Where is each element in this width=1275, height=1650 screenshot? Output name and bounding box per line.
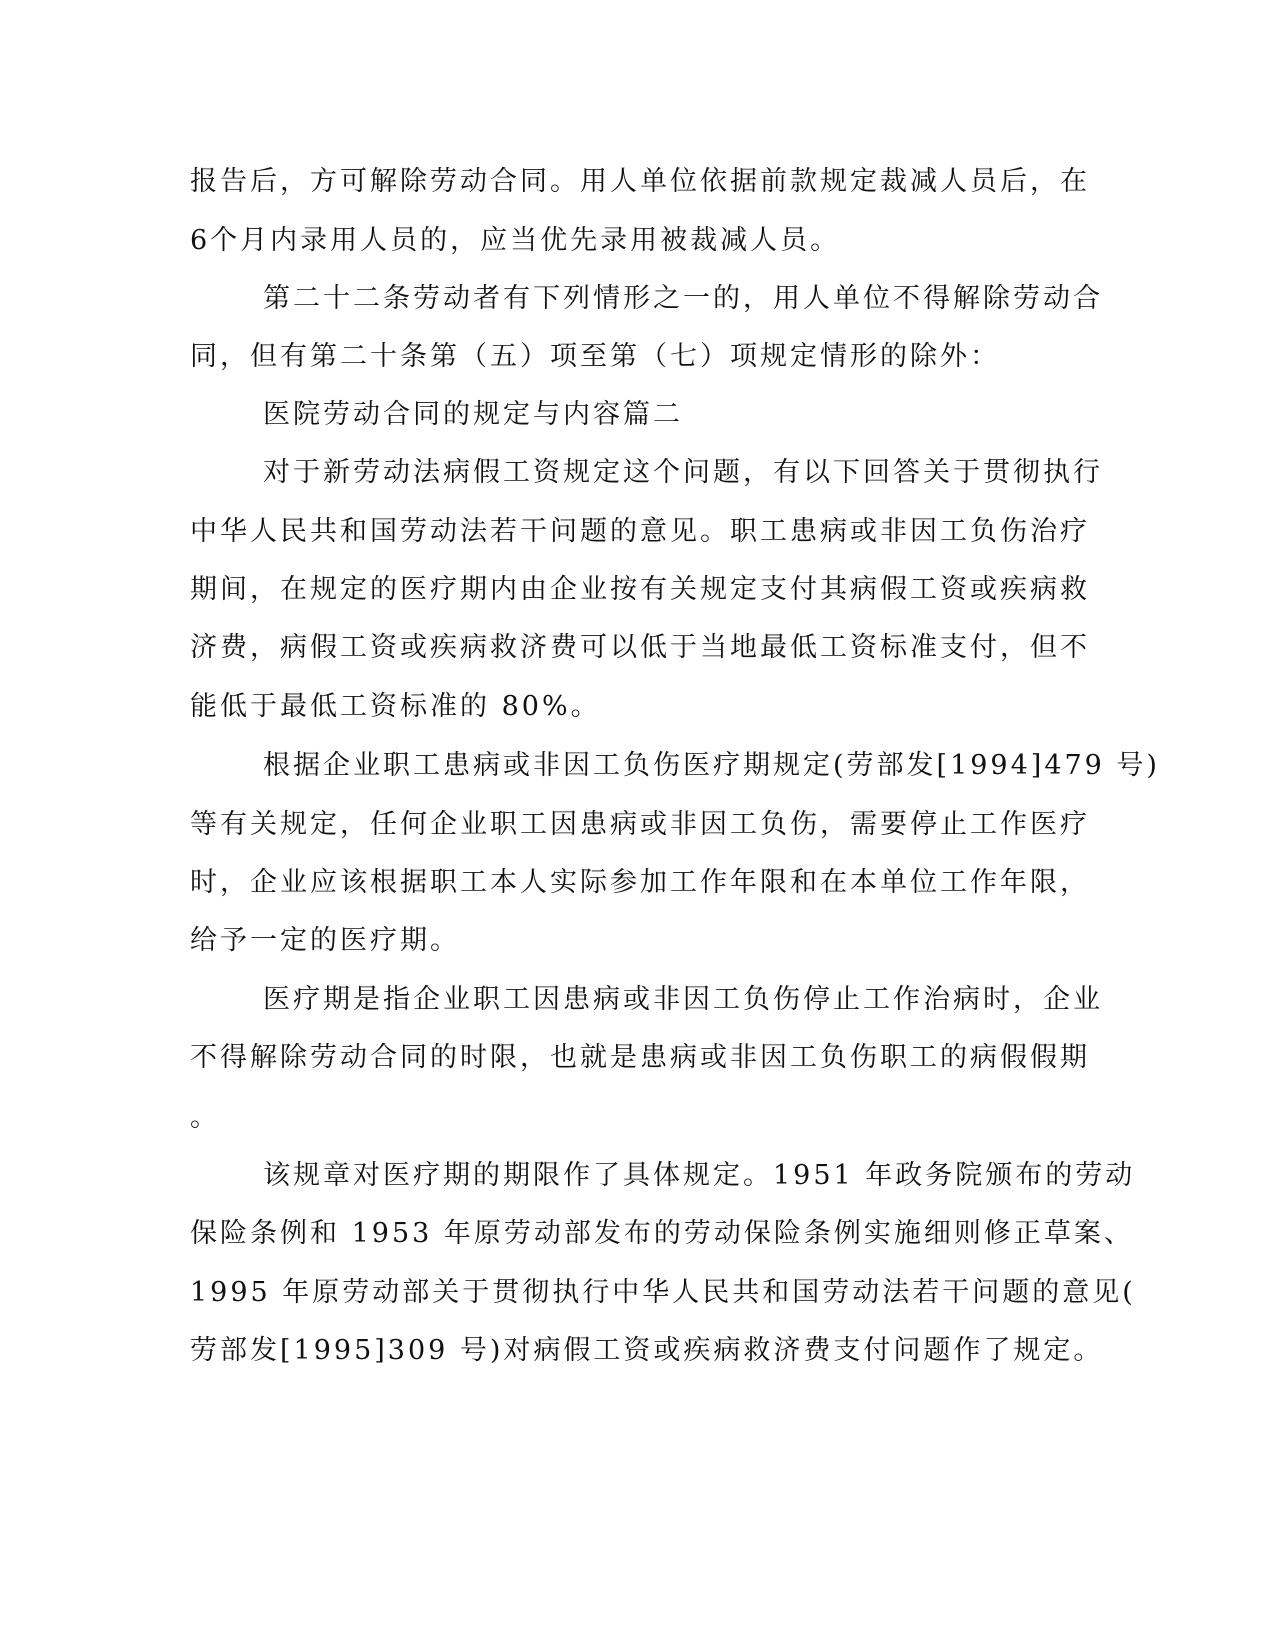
text-line: 报告后，方可解除劳动合同。用人单位依据前款规定裁减人员后，在 — [190, 166, 1090, 197]
section-heading: 医院劳动合同的规定与内容篇二 — [263, 399, 683, 430]
text-line: 等有关规定，任何企业职工因患病或非因工负伤，需要停止工作医疗 — [190, 809, 1090, 840]
paragraph-line: 该规章对医疗期的期限作了具体规定。1951 年政务院颁布的劳动 — [263, 1160, 1136, 1191]
text-line: 。 — [190, 1102, 220, 1133]
text-line: 时，企业应该根据职工本人实际参加工作年限和在本单位工作年限， — [190, 867, 1090, 898]
text-line: 保险条例和 1953 年原劳动部发布的劳动保险条例实施细则修正草案、 — [190, 1218, 1134, 1249]
text-line: 6个月内录用人员的，应当优先录用被裁减人员。 — [190, 225, 841, 256]
text-line: 1995 年原劳动部关于贯彻执行中华人民共和国劳动法若干问题的意见( — [190, 1277, 1136, 1308]
text-line: 济费，病假工资或疾病救济费可以低于当地最低工资标准支付，但不 — [190, 632, 1090, 663]
text-line: 不得解除劳动合同的时限，也就是患病或非因工负伤职工的病假假期 — [190, 1042, 1090, 1073]
paragraph-line: 对于新劳动法病假工资规定这个问题，有以下回答关于贯彻执行 — [263, 457, 1103, 488]
text-line: 能低于最低工资标准的 80%。 — [190, 691, 601, 722]
paragraph-line: 医疗期是指企业职工因患病或非因工负伤停止工作治病时，企业 — [263, 984, 1103, 1015]
text-line: 中华人民共和国劳动法若干问题的意见。职工患病或非因工负伤治疗 — [190, 516, 1090, 547]
paragraph-line: 根据企业职工患病或非因工负伤医疗期规定(劳部发[1994]479 号) — [263, 750, 1160, 781]
text-line: 给予一定的医疗期。 — [190, 925, 460, 956]
text-line: 劳部发[1995]309 号)对病假工资或疾病救济费支付问题作了规定。 — [190, 1335, 1104, 1366]
paragraph-line: 第二十二条劳动者有下列情形之一的，用人单位不得解除劳动合 — [263, 283, 1103, 314]
text-line: 同，但有第二十条第（五）项至第（七）项规定情形的除外： — [190, 341, 1000, 372]
text-line: 期间，在规定的医疗期内由企业按有关规定支付其病假工资或疾病救 — [190, 574, 1090, 605]
